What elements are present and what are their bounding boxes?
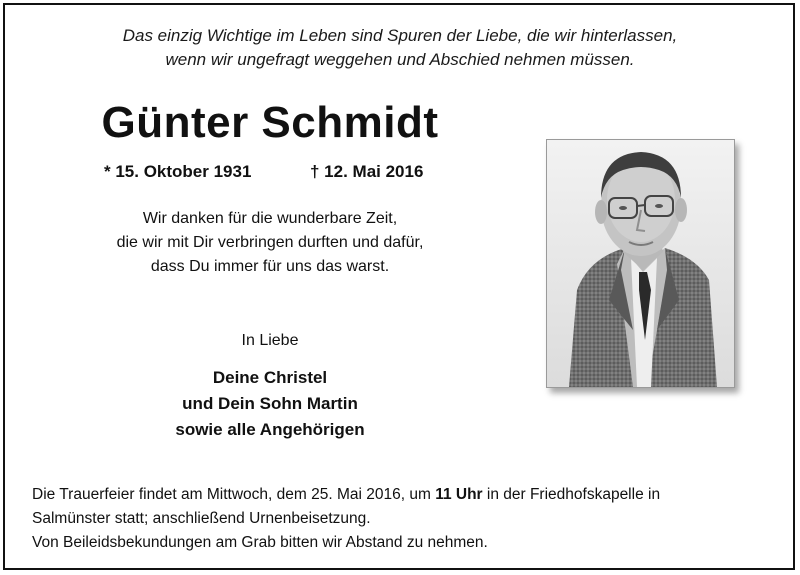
footer-line-1-start: Die Trauerfeier findet am Mittwoch, dem 25. Mai 2016, um [32, 486, 436, 503]
thanks-line-1: Wir danken für die wunderbare Zeit, [142, 210, 398, 227]
quote-line-2: wenn wir ungefragt weggehen und Abschied nehmen müssen. [165, 50, 635, 69]
thanks-line-3: dass Du immer für uns das warst. [150, 258, 390, 275]
family-line-3: sowie alle Angehörigen [175, 420, 365, 439]
footer-line-1 [32, 483, 780, 507]
footer-line-1-end: in der Friedhofskapelle in [482, 486, 661, 503]
family-line-2: und Dein Sohn Martin [182, 394, 358, 413]
deceased-name: Günter Schmidt [101, 98, 439, 147]
death-date: † 12. Mai 2016 [310, 162, 424, 181]
in-love-label: In Liebe [241, 332, 299, 349]
birth-date: * 15. Oktober 1931 [104, 162, 252, 181]
ceremony-time: 11 Uhr [435, 486, 483, 503]
thanks-text [70, 207, 470, 279]
family-line-1: Deine Christel [212, 368, 328, 387]
portrait-photo [546, 139, 735, 388]
memorial-quote [0, 24, 800, 72]
footer-line-3: Von Beileidsbekundungen am Grab bitten wir Abstand zu nehmen. [32, 534, 488, 551]
thanks-line-2: die wir mit Dir verbringen durften und dafür, [116, 234, 424, 251]
quote-line-1: Das einzig Wichtige im Leben sind Spuren der Liebe, die wir hinterlassen, [122, 26, 678, 45]
portrait-illustration [547, 140, 734, 387]
footer-line-2: Salmünster statt; anschließend Urnenbeisetzung. [32, 510, 371, 527]
funeral-information [32, 483, 780, 555]
family-signature [70, 365, 470, 443]
